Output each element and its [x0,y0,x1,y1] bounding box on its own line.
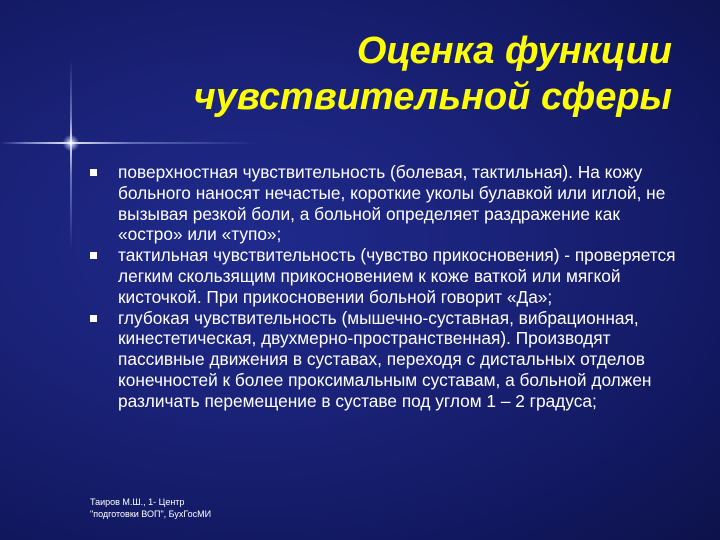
slide-title-line-2: чувствительной сферы [193,76,672,118]
square-bullet-icon [90,252,97,259]
decorative-light-line-vertical [70,60,72,250]
footer-line-2: "подготовки ВОП", БухГосМИ [90,509,212,519]
decorative-sparkle-icon [63,135,79,151]
slide-title-line-1: Оценка функции [356,30,672,72]
slide-title [152,28,672,120]
list-item [88,245,688,307]
footer-line-1: Таиров М.Ш., 1- Центр [90,497,185,507]
list-item-text: тактильная чувствительность (чувство прикосновения) - проверяется легким скользящим прикосновением к коже ваткой или мягкой кисточкой. При прикосновении больной говорит «Да»; [118,245,676,307]
list-item-text: глубокая чувствительность (мышечно-суставная, вибрационная, кинестетическая, двухмерно-пространственная). Производят пассивные движения в суставах, переходя с дистальных отделов конечностей к более проксимальным суставам, а больной должен различать перемещение в суставе под углом 1 – 2 градуса; [118,307,652,411]
square-bullet-icon [90,315,97,322]
footer-credit [90,496,211,520]
list-item [88,308,688,412]
list-item [88,162,688,245]
square-bullet-icon [90,169,97,176]
list-item-text: поверхностная чувствительность (болевая, тактильная). На кожу больного наносят нечастые, короткие уколы булавкой или иглой, не вызывая резкой боли, а больной определяет раздражение как «остро» или «тупо»; [118,162,666,245]
bullet-list [88,162,688,412]
decorative-light-line-horizontal [0,142,260,144]
